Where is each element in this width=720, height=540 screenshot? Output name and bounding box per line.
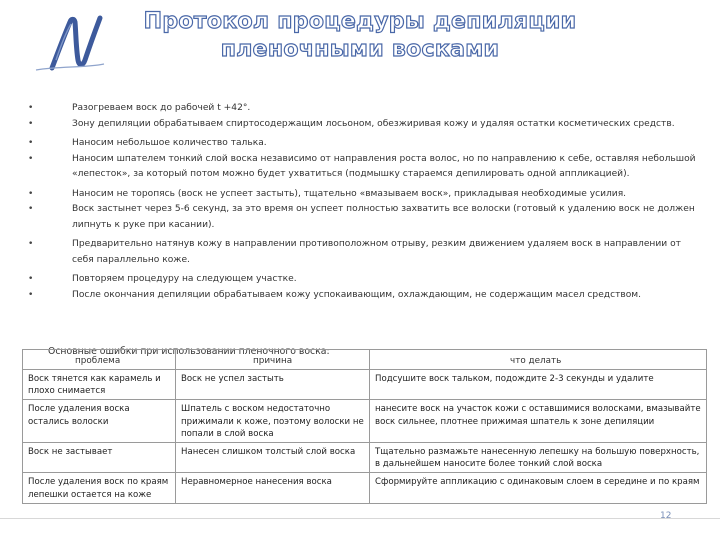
page-title <box>130 8 590 64</box>
table-cell: После удаления воска остались волоски <box>23 400 176 443</box>
table-cell: После удаления воск по краям лепешки остается на коже <box>23 473 176 503</box>
step-item: • После окончания депиляции обрабатываем кожу успокаивающим, охлаждающим, не содержащим масел средством. <box>28 288 700 304</box>
page-number: 12 <box>660 511 672 521</box>
table-cell: Сформируйте аппликацию с одинаковым слоем в середине и по краям <box>370 473 707 503</box>
procedure-steps-list <box>28 101 700 303</box>
table-cell: Подсушите воск тальком, подождите 2-3 секунды и удалите <box>370 370 707 400</box>
table-row <box>23 400 707 443</box>
table-cell: Неравномерное нанесения воска <box>176 473 370 503</box>
step-item: • Наносим небольшое количество талька. <box>28 136 700 152</box>
table-cell: Воск не застывает <box>23 443 176 473</box>
table-cell: Тщательно размажьте нанесенную лепешку на большую поверхность, в дальнейшем наносите более тонкий слой воска <box>370 443 707 473</box>
table-cell: Нанесен слишком толстый слой воска <box>176 443 370 473</box>
table-row <box>23 473 707 503</box>
header-problem: проблема <box>75 356 121 366</box>
errors-table <box>22 349 707 504</box>
title-line-1: Протокол процедуры депиляции <box>143 9 577 34</box>
table-row <box>23 443 707 473</box>
title-line-2: пленочными восками <box>220 37 500 62</box>
step-item: • Повторяем процедуру на следующем участке. <box>28 272 700 288</box>
header-action: что делать <box>510 356 562 366</box>
table-caption: Основные ошибки при использовании пленочного воска: <box>48 346 330 357</box>
table-cell: Воск не успел застыть <box>176 370 370 400</box>
table-header-row <box>23 350 707 370</box>
table-row <box>23 370 707 400</box>
footer-divider <box>0 518 720 519</box>
step-item: • Наносим шпателем тонкий слой воска независимо от направления роста волос, но по направлению к себе, оставляя небольшой «лепесток», за который потом можно будет ухватиться (подмышку стараемся депилировать одной аппликацией). <box>28 152 700 183</box>
logo-n-icon <box>30 10 110 75</box>
step-item: • Предварительно натянув кожу в направлении противоположном отрыву, резким движением удаляем воск в направлении от себя параллельно коже. <box>28 237 700 268</box>
table-cell: Шпатель с воском недостаточно прижимали к коже, поэтому волоски не попали в слой воска <box>176 400 370 443</box>
step-item: • Зону депиляции обрабатываем спиртосодержащим лосьоном, обезжиривая кожу и удаляя остатки косметических средств. <box>28 117 700 133</box>
table-cell: нанесите воск на участок кожи с оставшимися волосками, вмазывайте воск сильнее, плотнее прижимая шпатель к зоне депиляции <box>370 400 707 443</box>
step-item: • Разогреваем воск до рабочей t +42°. <box>28 101 700 117</box>
header-cause: причина <box>253 356 293 366</box>
step-item: • Воск застынет через 5-6 секунд, за это время он успеет полностью захватить все волоски (готовый к удалению воск не должен липнуть к руке при касании). <box>28 202 700 233</box>
step-item: • Наносим не торопясь (воск не успеет застыть), тщательно «вмазываем воск», прикладывая необходимые усилия. <box>28 187 700 203</box>
table-cell: Воск тянется как карамель и плохо снимается <box>23 370 176 400</box>
